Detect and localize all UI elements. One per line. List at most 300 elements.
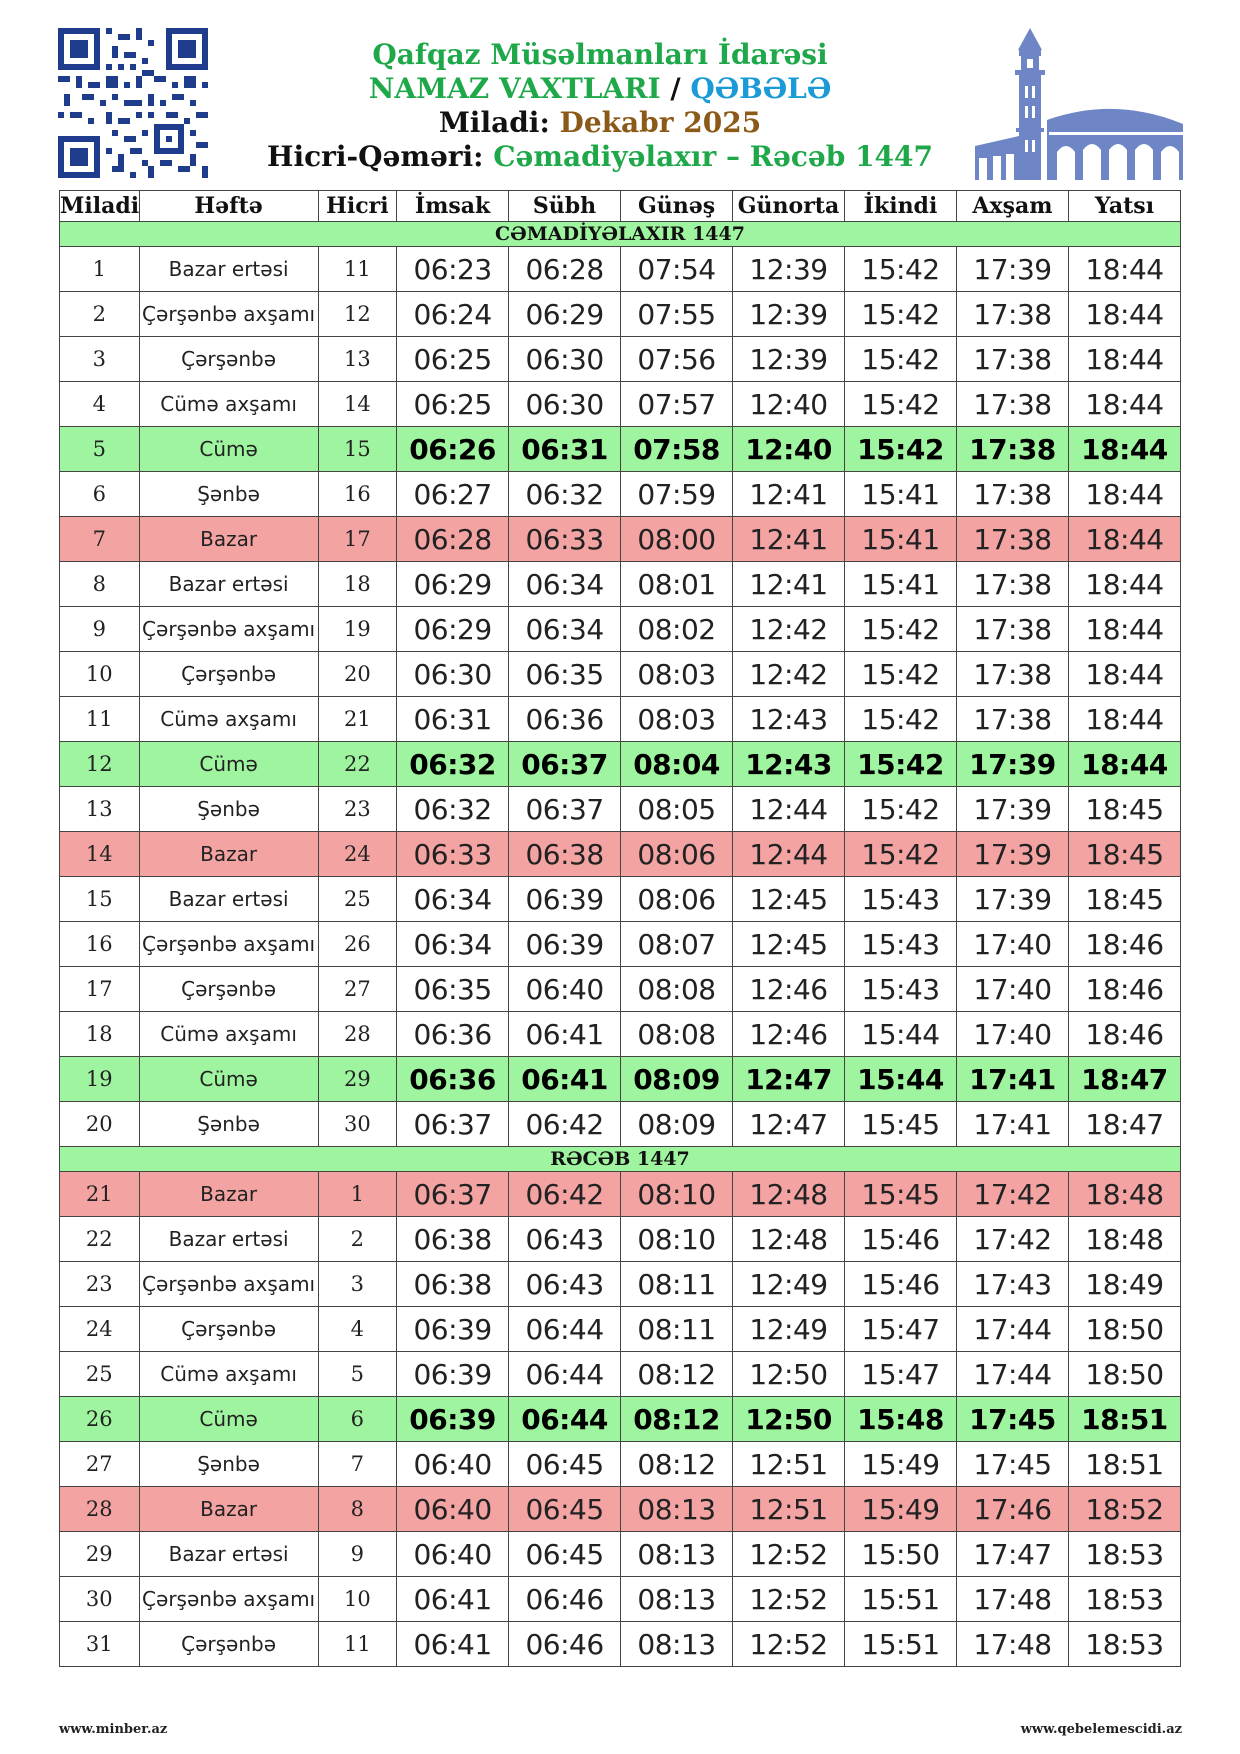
cell-axsam: 17:41 [956,1102,1068,1147]
cell-imsak: 06:38 [397,1262,509,1307]
table-row [60,1352,1181,1397]
cell-miladi: 2 [60,292,140,337]
table-row [60,877,1181,922]
cell-subh: 06:44 [509,1352,621,1397]
table-row [60,832,1181,877]
cell-ikindi: 15:42 [845,832,957,877]
cell-gunes: 08:03 [621,652,733,697]
cell-weekday: Şənbə [139,1102,318,1147]
cell-imsak: 06:36 [397,1057,509,1102]
table-row [60,1262,1181,1307]
table-row [60,697,1181,742]
cell-hicri: 15 [318,427,396,472]
cell-yatsi: 18:47 [1068,1057,1180,1102]
cell-yatsi: 18:44 [1068,562,1180,607]
cell-hicri: 12 [318,292,396,337]
table-row [60,1217,1181,1262]
cell-axsam: 17:38 [956,382,1068,427]
cell-subh: 06:34 [509,607,621,652]
city-name: QƏBƏLƏ [690,72,832,105]
cell-ikindi: 15:41 [845,472,957,517]
cell-gunorta: 12:47 [733,1102,845,1147]
cell-miladi: 12 [60,742,140,787]
hijri-value: Cəmadiyəlaxır – Rəcəb 1447 [493,140,933,173]
cell-hicri: 22 [318,742,396,787]
cell-miladi: 26 [60,1397,140,1442]
cell-axsam: 17:38 [956,562,1068,607]
cell-imsak: 06:41 [397,1577,509,1622]
table-row [60,1577,1181,1622]
cell-gunorta: 12:46 [733,967,845,1012]
cell-ikindi: 15:41 [845,517,957,562]
title-prefix: NAMAZ VAXTLARI [368,72,661,105]
cell-hicri: 2 [318,1217,396,1262]
cell-weekday: Cümə [139,427,318,472]
cell-weekday: Bazar [139,1487,318,1532]
cell-subh: 06:41 [509,1012,621,1057]
cell-hicri: 27 [318,967,396,1012]
cell-gunes: 08:13 [621,1532,733,1577]
table-row [60,922,1181,967]
qr-code [58,28,208,178]
cell-axsam: 17:46 [956,1487,1068,1532]
cell-gunorta: 12:40 [733,382,845,427]
cell-gunorta: 12:52 [733,1622,845,1667]
cell-gunorta: 12:51 [733,1442,845,1487]
cell-hicri: 21 [318,697,396,742]
cell-imsak: 06:35 [397,967,509,1012]
cell-gunorta: 12:50 [733,1397,845,1442]
cell-axsam: 17:38 [956,472,1068,517]
cell-miladi: 9 [60,607,140,652]
table-row [60,1442,1181,1487]
cell-weekday: Cümə [139,1397,318,1442]
cell-subh: 06:42 [509,1102,621,1147]
cell-ikindi: 15:46 [845,1217,957,1262]
cell-gunorta: 12:41 [733,562,845,607]
cell-subh: 06:37 [509,742,621,787]
cell-gunes: 08:01 [621,562,733,607]
cell-axsam: 17:47 [956,1532,1068,1577]
cell-ikindi: 15:42 [845,382,957,427]
cell-hicri: 18 [318,562,396,607]
cell-ikindi: 15:42 [845,787,957,832]
cell-miladi: 10 [60,652,140,697]
cell-weekday: Bazar [139,1172,318,1217]
cell-weekday: Çərşənbə [139,967,318,1012]
cell-imsak: 06:40 [397,1487,509,1532]
cell-yatsi: 18:46 [1068,967,1180,1012]
cell-miladi: 18 [60,1012,140,1057]
cell-imsak: 06:36 [397,1012,509,1057]
cell-axsam: 17:39 [956,787,1068,832]
cell-gunes: 08:13 [621,1487,733,1532]
cell-gunorta: 12:52 [733,1532,845,1577]
cell-ikindi: 15:46 [845,1262,957,1307]
cell-ikindi: 15:42 [845,292,957,337]
table-row [60,1057,1181,1102]
cell-hicri: 6 [318,1397,396,1442]
cell-hicri: 19 [318,607,396,652]
cell-axsam: 17:40 [956,1012,1068,1057]
cell-weekday: Şənbə [139,1442,318,1487]
cell-yatsi: 18:50 [1068,1307,1180,1352]
cell-miladi: 22 [60,1217,140,1262]
cell-gunorta: 12:43 [733,742,845,787]
cell-gunes: 08:12 [621,1352,733,1397]
table-body [60,222,1181,1667]
table-header-row [60,191,1181,222]
cell-axsam: 17:44 [956,1307,1068,1352]
document-header [240,38,960,174]
cell-miladi: 6 [60,472,140,517]
cell-gunes: 07:55 [621,292,733,337]
cell-weekday: Çərşənbə [139,652,318,697]
cell-yatsi: 18:51 [1068,1397,1180,1442]
table-row [60,382,1181,427]
cell-gunorta: 12:42 [733,652,845,697]
cell-gunorta: 12:43 [733,697,845,742]
cell-axsam: 17:48 [956,1622,1068,1667]
cell-yatsi: 18:48 [1068,1172,1180,1217]
cell-subh: 06:39 [509,877,621,922]
cell-hicri: 26 [318,922,396,967]
cell-ikindi: 15:47 [845,1307,957,1352]
cell-gunorta: 12:48 [733,1217,845,1262]
cell-gunorta: 12:50 [733,1352,845,1397]
cell-hicri: 29 [318,1057,396,1102]
cell-gunes: 07:59 [621,472,733,517]
month-header-row [60,222,1181,247]
cell-ikindi: 15:45 [845,1102,957,1147]
document-title [240,72,960,106]
cell-gunorta: 12:49 [733,1307,845,1352]
cell-imsak: 06:23 [397,247,509,292]
title-separator: / [670,72,681,105]
table-row [60,1307,1181,1352]
cell-weekday: Çərşənbə axşamı [139,607,318,652]
cell-axsam: 17:38 [956,697,1068,742]
cell-gunorta: 12:41 [733,517,845,562]
cell-gunes: 08:11 [621,1307,733,1352]
cell-gunorta: 12:48 [733,1172,845,1217]
cell-weekday: Bazar [139,832,318,877]
cell-yatsi: 18:44 [1068,742,1180,787]
cell-axsam: 17:39 [956,742,1068,787]
cell-axsam: 17:42 [956,1217,1068,1262]
cell-gunorta: 12:44 [733,787,845,832]
cell-imsak: 06:32 [397,787,509,832]
cell-subh: 06:39 [509,922,621,967]
cell-yatsi: 18:44 [1068,427,1180,472]
cell-axsam: 17:38 [956,337,1068,382]
cell-yatsi: 18:44 [1068,472,1180,517]
cell-imsak: 06:41 [397,1622,509,1667]
cell-imsak: 06:31 [397,697,509,742]
cell-subh: 06:34 [509,562,621,607]
cell-yatsi: 18:50 [1068,1352,1180,1397]
cell-axsam: 17:38 [956,517,1068,562]
cell-miladi: 19 [60,1057,140,1102]
cell-gunes: 08:07 [621,922,733,967]
cell-ikindi: 15:44 [845,1057,957,1102]
cell-imsak: 06:30 [397,652,509,697]
cell-gunes: 07:57 [621,382,733,427]
cell-ikindi: 15:43 [845,922,957,967]
cell-subh: 06:38 [509,832,621,877]
month-title: CƏMADİYƏLAXIR 1447 [60,222,1181,247]
cell-gunes: 08:05 [621,787,733,832]
cell-subh: 06:36 [509,697,621,742]
cell-weekday: Çərşənbə [139,337,318,382]
cell-axsam: 17:45 [956,1442,1068,1487]
hijri-label: Hicri-Qəməri: [266,140,484,173]
table-row [60,1487,1181,1532]
cell-subh: 06:35 [509,652,621,697]
col-header-yatsi: Yatsı [1068,191,1180,222]
cell-subh: 06:43 [509,1262,621,1307]
cell-gunes: 08:00 [621,517,733,562]
cell-subh: 06:45 [509,1487,621,1532]
miladi-label: Miladi: [438,106,550,139]
cell-gunorta: 12:49 [733,1262,845,1307]
cell-axsam: 17:42 [956,1172,1068,1217]
cell-ikindi: 15:42 [845,337,957,382]
cell-miladi: 3 [60,337,140,382]
cell-gunorta: 12:40 [733,427,845,472]
cell-axsam: 17:38 [956,607,1068,652]
cell-axsam: 17:43 [956,1262,1068,1307]
gregorian-line [240,106,960,140]
cell-hicri: 4 [318,1307,396,1352]
cell-ikindi: 15:42 [845,247,957,292]
cell-weekday: Bazar ertəsi [139,247,318,292]
cell-yatsi: 18:45 [1068,832,1180,877]
table-row [60,1622,1181,1667]
cell-ikindi: 15:49 [845,1487,957,1532]
cell-hicri: 20 [318,652,396,697]
col-header-hicri: Hicri [318,191,396,222]
col-header-miladi: Miladi [60,191,140,222]
cell-hicri: 24 [318,832,396,877]
cell-axsam: 17:41 [956,1057,1068,1102]
cell-gunes: 08:03 [621,697,733,742]
cell-weekday: Çərşənbə [139,1622,318,1667]
cell-hicri: 30 [318,1102,396,1147]
cell-hicri: 5 [318,1352,396,1397]
footer-left-url: www.minber.az [59,1722,168,1737]
cell-subh: 06:43 [509,1217,621,1262]
table-row [60,607,1181,652]
cell-hicri: 13 [318,337,396,382]
cell-hicri: 3 [318,1262,396,1307]
cell-yatsi: 18:44 [1068,517,1180,562]
col-header-axsam: Axşam [956,191,1068,222]
cell-subh: 06:42 [509,1172,621,1217]
cell-gunes: 08:13 [621,1622,733,1667]
cell-gunes: 07:58 [621,427,733,472]
cell-subh: 06:37 [509,787,621,832]
cell-ikindi: 15:51 [845,1622,957,1667]
cell-subh: 06:46 [509,1577,621,1622]
cell-hicri: 11 [318,247,396,292]
cell-gunes: 07:54 [621,247,733,292]
col-header-hefte: Həftə [139,191,318,222]
cell-hicri: 10 [318,1577,396,1622]
cell-imsak: 06:33 [397,832,509,877]
table-row [60,337,1181,382]
prayer-times-table [59,190,1181,1667]
cell-subh: 06:45 [509,1532,621,1577]
cell-weekday: Bazar ertəsi [139,562,318,607]
cell-miladi: 11 [60,697,140,742]
cell-imsak: 06:29 [397,607,509,652]
cell-miladi: 30 [60,1577,140,1622]
cell-ikindi: 15:42 [845,742,957,787]
cell-gunorta: 12:41 [733,472,845,517]
cell-gunorta: 12:39 [733,292,845,337]
col-header-imsak: İmsak [397,191,509,222]
cell-imsak: 06:40 [397,1442,509,1487]
cell-weekday: Çərşənbə [139,1307,318,1352]
cell-imsak: 06:28 [397,517,509,562]
cell-imsak: 06:26 [397,427,509,472]
cell-ikindi: 15:47 [845,1352,957,1397]
cell-axsam: 17:38 [956,292,1068,337]
cell-yatsi: 18:45 [1068,787,1180,832]
cell-ikindi: 15:45 [845,1172,957,1217]
cell-imsak: 06:34 [397,877,509,922]
cell-axsam: 17:45 [956,1397,1068,1442]
cell-gunes: 08:08 [621,1012,733,1057]
table-row [60,1102,1181,1147]
cell-axsam: 17:39 [956,877,1068,922]
cell-gunorta: 12:47 [733,1057,845,1102]
cell-miladi: 14 [60,832,140,877]
cell-yatsi: 18:44 [1068,607,1180,652]
cell-imsak: 06:38 [397,1217,509,1262]
cell-imsak: 06:25 [397,337,509,382]
cell-axsam: 17:38 [956,652,1068,697]
table-row [60,967,1181,1012]
cell-miladi: 7 [60,517,140,562]
cell-imsak: 06:25 [397,382,509,427]
cell-ikindi: 15:42 [845,607,957,652]
cell-weekday: Bazar ertəsi [139,1532,318,1577]
cell-ikindi: 15:43 [845,877,957,922]
cell-gunorta: 12:46 [733,1012,845,1057]
cell-yatsi: 18:46 [1068,1012,1180,1057]
cell-hicri: 11 [318,1622,396,1667]
cell-hicri: 16 [318,472,396,517]
cell-miladi: 1 [60,247,140,292]
cell-axsam: 17:48 [956,1577,1068,1622]
cell-ikindi: 15:42 [845,427,957,472]
cell-weekday: Çərşənbə axşamı [139,922,318,967]
cell-imsak: 06:39 [397,1307,509,1352]
cell-gunes: 08:11 [621,1262,733,1307]
cell-gunes: 08:09 [621,1057,733,1102]
cell-gunes: 08:10 [621,1217,733,1262]
col-header-gunorta: Günorta [733,191,845,222]
cell-miladi: 17 [60,967,140,1012]
cell-subh: 06:44 [509,1397,621,1442]
cell-gunorta: 12:51 [733,1487,845,1532]
cell-yatsi: 18:44 [1068,652,1180,697]
cell-imsak: 06:34 [397,922,509,967]
cell-imsak: 06:29 [397,562,509,607]
table-row [60,292,1181,337]
cell-hicri: 17 [318,517,396,562]
cell-miladi: 24 [60,1307,140,1352]
cell-yatsi: 18:49 [1068,1262,1180,1307]
cell-gunorta: 12:45 [733,877,845,922]
cell-yatsi: 18:44 [1068,337,1180,382]
minaret-icon [975,28,1185,180]
table-row [60,247,1181,292]
cell-ikindi: 15:50 [845,1532,957,1577]
table-row [60,1012,1181,1057]
cell-weekday: Çərşənbə axşamı [139,292,318,337]
cell-miladi: 28 [60,1487,140,1532]
table-row [60,742,1181,787]
cell-hicri: 1 [318,1172,396,1217]
cell-miladi: 5 [60,427,140,472]
cell-yatsi: 18:47 [1068,1102,1180,1147]
col-header-ikindi: İkindi [845,191,957,222]
col-header-gunes: Günəş [621,191,733,222]
cell-miladi: 8 [60,562,140,607]
cell-subh: 06:33 [509,517,621,562]
cell-ikindi: 15:41 [845,562,957,607]
cell-imsak: 06:39 [397,1397,509,1442]
cell-imsak: 06:37 [397,1172,509,1217]
table-row [60,472,1181,517]
cell-weekday: Çərşənbə axşamı [139,1577,318,1622]
cell-miladi: 20 [60,1102,140,1147]
cell-axsam: 17:40 [956,967,1068,1012]
cell-gunorta: 12:42 [733,607,845,652]
cell-gunes: 08:06 [621,877,733,922]
cell-subh: 06:32 [509,472,621,517]
cell-hicri: 9 [318,1532,396,1577]
cell-miladi: 4 [60,382,140,427]
cell-hicri: 23 [318,787,396,832]
cell-gunes: 07:56 [621,337,733,382]
cell-weekday: Cümə axşamı [139,382,318,427]
cell-yatsi: 18:45 [1068,877,1180,922]
cell-yatsi: 18:46 [1068,922,1180,967]
cell-ikindi: 15:42 [845,697,957,742]
table-row [60,1397,1181,1442]
cell-axsam: 17:40 [956,922,1068,967]
col-header-subh: Sübh [509,191,621,222]
cell-imsak: 06:24 [397,292,509,337]
cell-imsak: 06:40 [397,1532,509,1577]
cell-ikindi: 15:44 [845,1012,957,1057]
table-row [60,1172,1181,1217]
cell-subh: 06:31 [509,427,621,472]
cell-weekday: Çərşənbə axşamı [139,1262,318,1307]
cell-yatsi: 18:44 [1068,382,1180,427]
cell-miladi: 25 [60,1352,140,1397]
org-name: Qafqaz Müsəlmanları İdarəsi [372,38,828,71]
cell-ikindi: 15:49 [845,1442,957,1487]
cell-gunes: 08:09 [621,1102,733,1147]
cell-gunes: 08:13 [621,1577,733,1622]
cell-imsak: 06:37 [397,1102,509,1147]
cell-hicri: 7 [318,1442,396,1487]
